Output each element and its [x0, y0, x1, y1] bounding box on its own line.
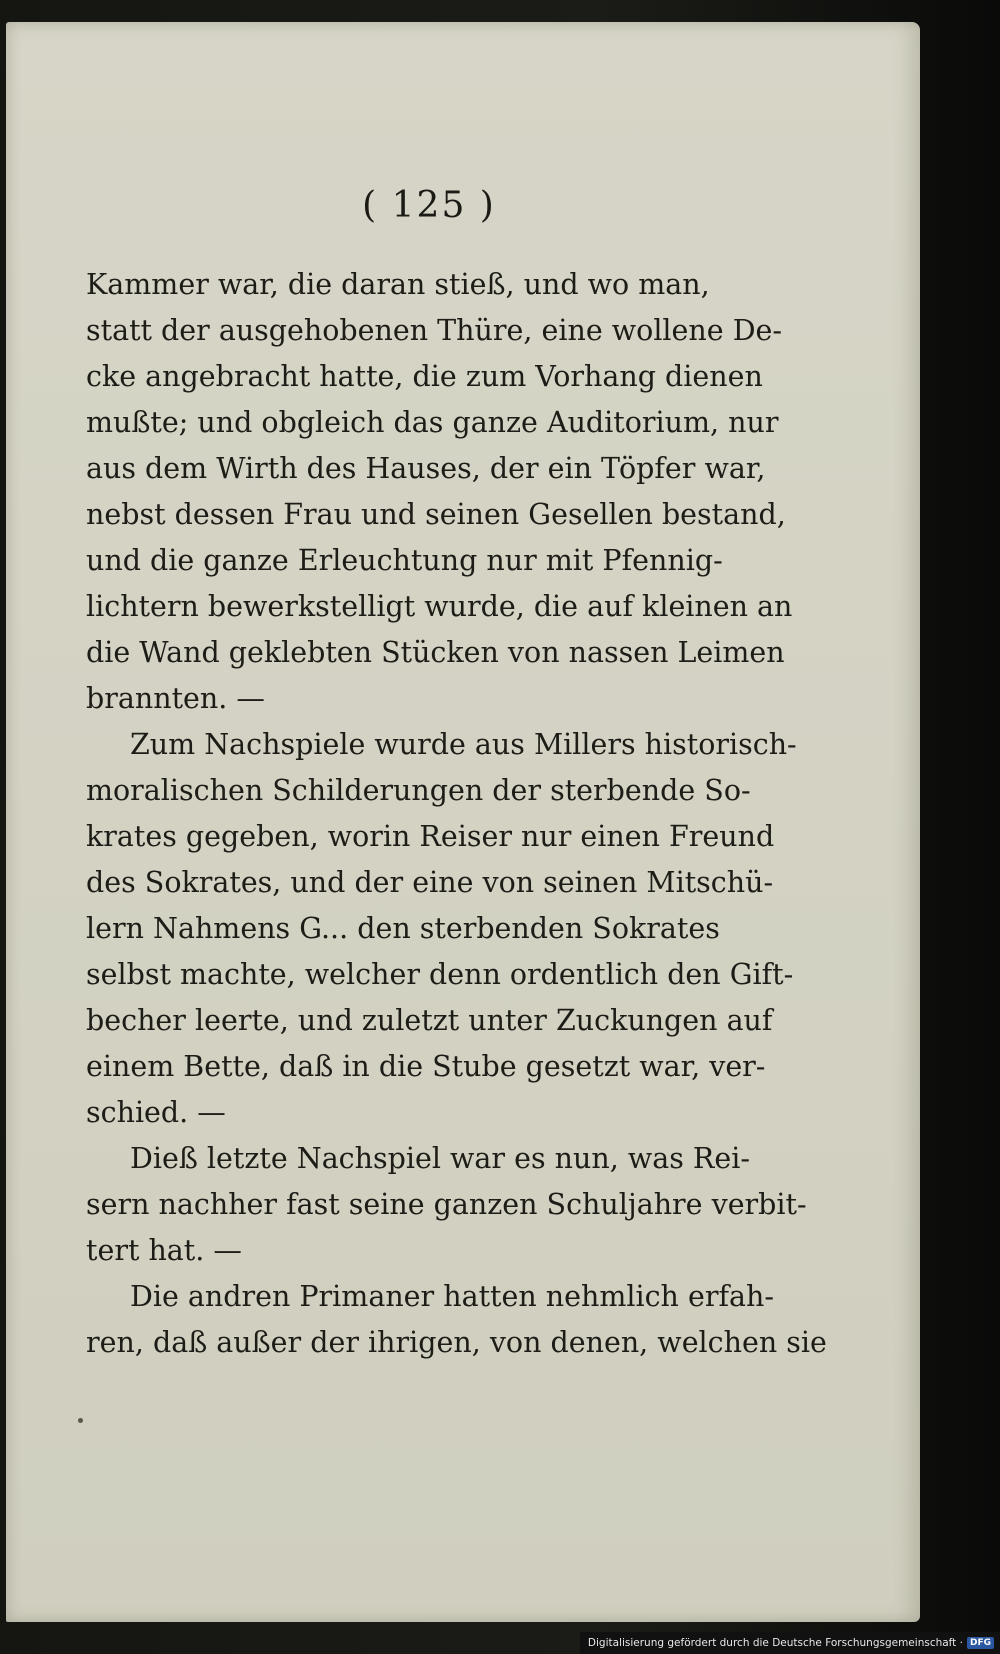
- text-line: aus dem Wirth des Hauses, der ein Töpfer war,: [86, 452, 766, 485]
- text-line: des Sokrates, und der eine von seinen Mitschü-: [86, 866, 774, 899]
- text-line: nebst dessen Frau und seinen Gesellen bestand,: [86, 498, 786, 531]
- text-line: die Wand geklebten Stücken von nassen Leimen: [86, 636, 785, 669]
- text-line: moralischen Schilderungen der sterbende So-: [86, 774, 751, 807]
- text-line: Kammer war, die daran stieß, und wo man,: [86, 268, 710, 301]
- text-line: becher leerte, und zuletzt unter Zuckungen auf: [86, 1004, 773, 1037]
- text-line: und die ganze Erleuchtung nur mit Pfennig-: [86, 544, 723, 577]
- text-line: cke angebracht hatte, die zum Vorhang dienen: [86, 360, 763, 393]
- text-line: brannten. —: [86, 682, 265, 715]
- digitization-footer: [580, 1632, 1000, 1654]
- text-line: Zum Nachspiele wurde aus Millers historisch-: [130, 728, 797, 761]
- text-line: selbst machte, welcher denn ordentlich den Gift-: [86, 958, 794, 991]
- text-line: tert hat. —: [86, 1234, 242, 1267]
- book-page: [6, 22, 920, 1622]
- text-line: Die andren Primaner hatten nehmlich erfah-: [130, 1280, 774, 1313]
- text-line: sern nachher fast seine ganzen Schuljahre verbit-: [86, 1188, 807, 1221]
- paper-speck: [78, 1418, 83, 1423]
- text-line: mußte; und obgleich das ganze Auditorium, nur: [86, 406, 779, 439]
- text-line: einem Bette, daß in die Stube gesetzt war, ver-: [86, 1050, 766, 1083]
- text-line: Dieß letzte Nachspiel war es nun, was Rei-: [130, 1142, 750, 1175]
- footer-credit: Digitalisierung gefördert durch die Deutsche Forschungsgemeinschaft ·: [587, 1637, 963, 1649]
- text-line: lichtern bewerkstelligt wurde, die auf kleinen an: [86, 590, 793, 623]
- page-text: [86, 262, 827, 1366]
- dfg-logo-icon: DFG: [967, 1637, 994, 1649]
- text-line: krates gegeben, worin Reiser nur einen Freund: [86, 820, 775, 853]
- text-line: statt der ausgehobenen Thüre, eine wollene De-: [86, 314, 783, 347]
- text-line: schied. —: [86, 1096, 226, 1129]
- page-number: ( 125 ): [362, 185, 496, 226]
- text-line: lern Nahmens G... den sterbenden Sokrates: [86, 912, 720, 945]
- text-line: ren, daß außer der ihrigen, von denen, welchen sie: [86, 1326, 827, 1359]
